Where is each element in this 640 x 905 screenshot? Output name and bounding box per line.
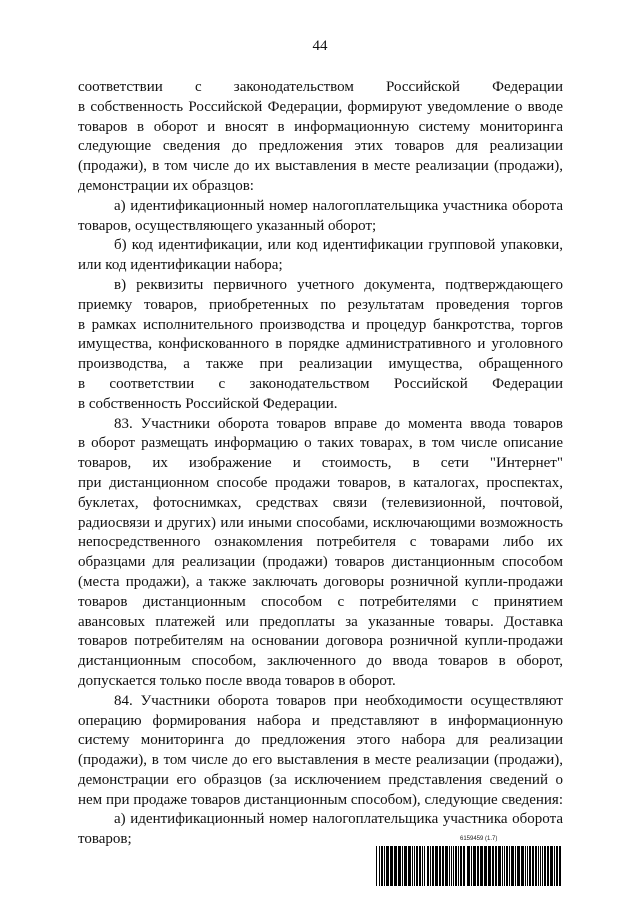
- text-line: товаров;: [78, 831, 132, 848]
- text-line: в собственность Российской Федерации, формируют уведомление о вводе: [78, 98, 563, 115]
- text-line: в) реквизиты первичного учетного документа, подтверждающего: [114, 276, 563, 293]
- text-line: товаров потребителям на основании договора розничной купли-продажи: [78, 633, 563, 650]
- text-line: дистанционным способом, заключенного до ввода товаров в оборот,: [78, 653, 563, 670]
- text-line: авансовых платежей или предоплаты за указанные товары. Доставка: [78, 613, 563, 630]
- barcode-area: [376, 836, 561, 886]
- text-line: в собственность Российской Федерации.: [78, 395, 338, 412]
- text-line: соответствии с законодательством Российской Федерации: [78, 79, 563, 95]
- text-line: при дистанционном способе продажи товаров, в каталогах, проспектах,: [78, 474, 563, 491]
- text-line: в рамках исполнительного производства и процедур банкротства, торгов: [78, 316, 563, 333]
- text-line: операцию формирования набора и представляют в информационную: [78, 712, 563, 729]
- text-line: нем при продаже товаров дистанционным способом), следующие сведения:: [78, 791, 563, 808]
- text-line: б) код идентификации, или код идентификации групповой упаковки,: [114, 237, 563, 254]
- text-line: или код идентификации набора;: [78, 257, 283, 274]
- text-line: имущества, конфискованного в порядке административного и уголовного: [78, 336, 563, 353]
- text-line: (продажи), в том числе до его выставления в месте реализации (продажи),: [78, 752, 563, 769]
- text-line: следующие сведения до предложения этих товаров для реализации: [78, 138, 563, 155]
- text-line: товаров в оборот и вносят в информационную систему мониторинга: [78, 118, 563, 135]
- text-line: приемку товаров, приобретенных по результатам проведения торгов: [78, 296, 563, 313]
- text-line: 83. Участники оборота товаров вправе до момента ввода товаров: [114, 415, 563, 432]
- text-line: буклетах, фотоснимках, средствах связи (телевизионной, почтовой,: [78, 494, 563, 511]
- text-line: а) идентификационный номер налогоплательщика участника оборота: [114, 811, 563, 828]
- document-body: [78, 78, 563, 850]
- barcode-code: 6159459 (1.7): [460, 836, 498, 842]
- text-line: а) идентификационный номер налогоплательщика участника оборота: [114, 197, 563, 214]
- text-line: (продажи), в том числе до их выставления в месте реализации (продажи),: [78, 158, 563, 175]
- text-line: непосредственного ознакомления потребителя с товарами либо их: [78, 534, 563, 551]
- page-number: 44: [312, 38, 328, 54]
- text-line: демонстрации его образцов (за исключением представления сведений о: [78, 771, 563, 788]
- text-line: 84. Участники оборота товаров при необходимости осуществляют: [114, 692, 563, 709]
- text-line: систему мониторинга до предложения этого набора для реализации: [78, 732, 563, 749]
- text-line: образцами для реализации (продажи) товаров дистанционным способом: [78, 554, 563, 571]
- text-line: в оборот размещать информацию о таких товарах, в том числе описание: [78, 435, 563, 452]
- barcode-icon: [376, 846, 561, 886]
- text-line: допускается только после ввода товаров в оборот.: [78, 672, 396, 689]
- text-line: производства, а также при реализации имущества, обращенного: [78, 356, 563, 373]
- text-line: в соответствии с законодательством Российской Федерации: [78, 375, 563, 392]
- text-line: (места продажи), а также заключать договоры розничной купли-продажи: [78, 573, 563, 590]
- text-line: радиосвязи и других) или иными способами, исключающими возможность: [78, 514, 563, 531]
- text-line: товаров дистанционным способом с потребителями с принятием: [78, 593, 563, 610]
- text-line: товаров, осуществляющего указанный оборот;: [78, 217, 377, 234]
- text-line: товаров, их изображение и стоимость, в сети "Интернет": [78, 455, 563, 472]
- text-line: демонстрации их образцов:: [78, 177, 254, 194]
